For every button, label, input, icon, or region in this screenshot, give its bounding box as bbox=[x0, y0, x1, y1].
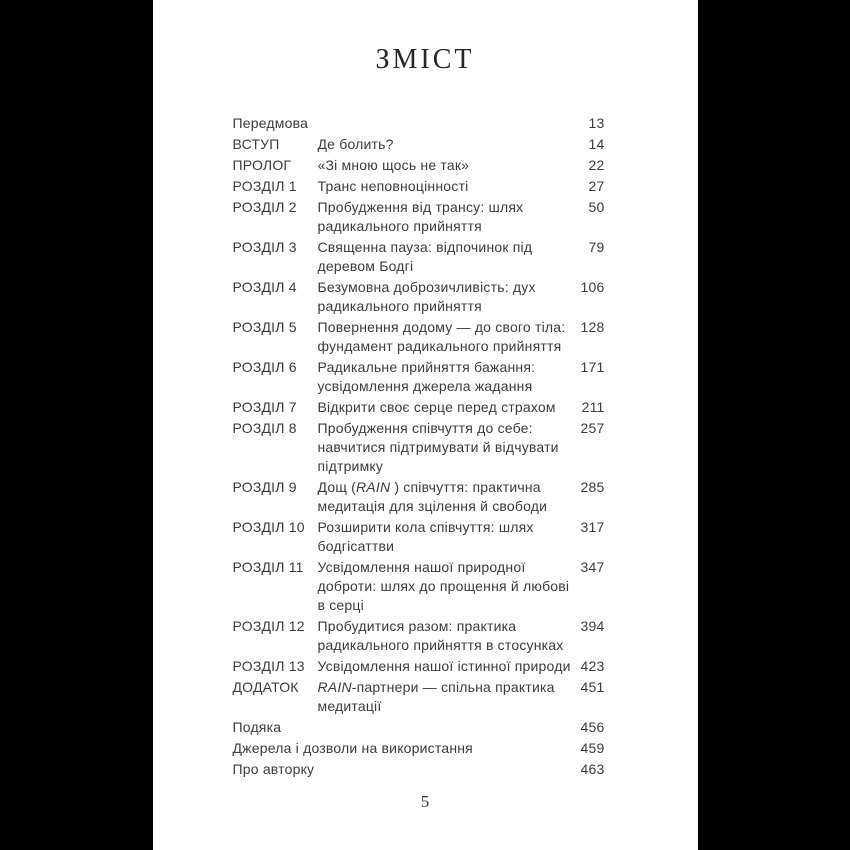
toc-entry-title bbox=[318, 156, 569, 175]
toc-entry bbox=[233, 198, 605, 236]
toc-title-line: Повернення додому — до свого тіла: bbox=[317, 319, 566, 335]
toc-entry-label: РОЗДІЛ 10 bbox=[232, 519, 305, 535]
toc-title-line: Безумовна доброзичливість: дух bbox=[317, 279, 536, 295]
toc-entry bbox=[233, 739, 605, 758]
toc-entry-label: Передмова bbox=[232, 115, 309, 131]
toc-entry bbox=[233, 558, 605, 615]
page-title: ЗМІСТ bbox=[375, 44, 475, 75]
toc-entry-page: 451 bbox=[580, 679, 605, 695]
toc-entry-label: РОЗДІЛ 5 bbox=[232, 319, 297, 335]
toc-entry-title bbox=[318, 558, 569, 615]
toc-entry-page: 459 bbox=[580, 740, 605, 756]
toc-list bbox=[153, 114, 698, 779]
toc-title-line: підтримку bbox=[317, 458, 384, 474]
toc-entry-label: РОЗДІЛ 3 bbox=[232, 239, 297, 255]
toc-entry-title bbox=[318, 318, 569, 356]
toc-title-line: Пробудження від трансу: шлях bbox=[317, 199, 524, 215]
toc-entry-page: 50 bbox=[588, 199, 605, 215]
toc-entry-page: 257 bbox=[580, 420, 605, 436]
toc-entry-page: 394 bbox=[580, 618, 605, 634]
toc-title-line: бодгісаттви bbox=[317, 538, 395, 554]
toc-entry bbox=[233, 156, 605, 175]
toc-entry-label: РОЗДІЛ 7 bbox=[232, 399, 297, 415]
toc-entry bbox=[233, 718, 605, 737]
toc-entry-label: ВСТУП bbox=[232, 136, 280, 152]
toc-entry-title bbox=[318, 678, 569, 716]
toc-entry-title bbox=[318, 198, 569, 236]
toc-title-line: усвідомлення джерела жадання bbox=[317, 378, 533, 394]
toc-entry bbox=[233, 518, 605, 556]
toc-entry-page: 317 bbox=[580, 519, 605, 535]
toc-entry-title bbox=[318, 135, 569, 154]
toc-entry-label: ПРОЛОГ bbox=[232, 157, 292, 173]
toc-entry-label: РОЗДІЛ 13 bbox=[232, 658, 305, 674]
toc-entry bbox=[233, 678, 605, 716]
toc-entry-label: Джерела і дозволи на використання bbox=[232, 740, 473, 756]
toc-title-line: Священна пауза: відпочинок під bbox=[317, 239, 533, 255]
toc-entry-page: 22 bbox=[588, 157, 605, 173]
toc-entry-label: РОЗДІЛ 4 bbox=[232, 279, 297, 295]
toc-entry-page: 27 bbox=[588, 178, 605, 194]
toc-entry-page: 171 bbox=[580, 359, 605, 375]
toc-title-line: радикального прийняття bbox=[317, 218, 482, 234]
toc-entry-page: 463 bbox=[580, 761, 605, 777]
toc-title-line: Де болить? bbox=[317, 136, 394, 152]
toc-title-line: в серці bbox=[317, 597, 364, 613]
toc-entry-label: РОЗДІЛ 1 bbox=[232, 178, 297, 194]
toc-entry bbox=[233, 135, 605, 154]
toc-entry-label: ДОДАТОК bbox=[232, 679, 299, 695]
toc-entry-label: РОЗДІЛ 11 bbox=[232, 559, 304, 575]
toc-entry bbox=[233, 617, 605, 655]
toc-entry bbox=[233, 114, 605, 133]
toc-entry-title bbox=[318, 657, 569, 676]
toc-title-line: Усвідомлення нашої істинної природи bbox=[317, 658, 571, 674]
toc-entry bbox=[233, 177, 605, 196]
toc-title-line: Відкрити своє серце перед страхом bbox=[317, 399, 556, 415]
toc-entry-title bbox=[318, 278, 569, 316]
toc-entry bbox=[233, 398, 605, 417]
toc-entry-label: Подяка bbox=[232, 719, 282, 735]
folio-page-number: 5 bbox=[420, 792, 430, 811]
book-page bbox=[153, 0, 698, 850]
toc-title-line: Радикальне прийняття бажання: bbox=[317, 359, 536, 375]
toc-entry-label: РОЗДІЛ 6 bbox=[232, 359, 297, 375]
toc-entry-page: 211 bbox=[581, 399, 605, 415]
toc-entry bbox=[233, 657, 605, 676]
toc-title-line: Усвідомлення нашої природної bbox=[317, 559, 526, 575]
toc-entry bbox=[233, 419, 605, 476]
toc-entry-title bbox=[318, 419, 569, 476]
toc-title-line: медитації bbox=[317, 698, 382, 714]
toc-title-line: Транс неповноцінності bbox=[317, 178, 469, 194]
toc-entry-page: 128 bbox=[580, 319, 605, 335]
toc-entry-title bbox=[318, 238, 569, 276]
toc-entry bbox=[233, 318, 605, 356]
toc-title-line: «Зі мною щось не так» bbox=[317, 157, 470, 173]
toc-title-line: медитація для зцілення й свободи bbox=[317, 498, 548, 514]
toc-entry-page: 285 bbox=[580, 479, 605, 495]
toc-title-line: радикального прийняття в стосунках bbox=[317, 637, 564, 653]
toc-title-line: Пробудження співчуття до себе: bbox=[317, 420, 533, 436]
toc-entry-title bbox=[318, 177, 569, 196]
toc-title-line: фундамент радикального прийняття bbox=[317, 338, 562, 354]
toc-entry bbox=[233, 238, 605, 276]
toc-title-line: деревом Бодгі bbox=[317, 258, 414, 274]
toc-title-line: Розширити кола співчуття: шлях bbox=[317, 519, 534, 535]
toc-entry-title bbox=[318, 358, 569, 396]
toc-entry-page: 13 bbox=[588, 115, 605, 131]
toc-entry-label: РОЗДІЛ 8 bbox=[232, 420, 297, 436]
toc-entry-title bbox=[318, 617, 569, 655]
toc-entry-page: 106 bbox=[580, 279, 605, 295]
toc-entry-page: 456 bbox=[580, 719, 605, 735]
toc-entry-label: РОЗДІЛ 12 bbox=[232, 618, 305, 634]
toc-entry-page: 79 bbox=[588, 239, 605, 255]
toc-entry-label: Про авторку bbox=[232, 761, 315, 777]
toc-title-line: Пробудитися разом: практика bbox=[317, 618, 517, 634]
toc-entry-page: 423 bbox=[580, 658, 605, 674]
toc-entry bbox=[233, 760, 605, 779]
toc-entry-page: 14 bbox=[588, 136, 605, 152]
toc-entry bbox=[233, 358, 605, 396]
toc-entry-label: РОЗДІЛ 9 bbox=[232, 479, 297, 495]
toc-entry-page: 347 bbox=[580, 559, 605, 575]
toc-entry-title bbox=[318, 518, 569, 556]
toc-title-line: доброти: шлях до прощення й любові bbox=[317, 578, 570, 594]
toc-entry-title bbox=[318, 478, 569, 516]
toc-entry-label: РОЗДІЛ 2 bbox=[232, 199, 297, 215]
toc-entry bbox=[233, 278, 605, 316]
toc-title-line: навчитися підтримувати й відчувати bbox=[317, 439, 559, 455]
toc-entry-title bbox=[318, 398, 569, 417]
toc-title-line: радикального прийняття bbox=[317, 298, 482, 314]
toc-title-line: Дощ (RAIN ) співчуття: практична bbox=[317, 479, 541, 495]
toc-entry bbox=[233, 478, 605, 516]
toc-title-line: RAIN-партнери — спільна практика bbox=[317, 679, 555, 695]
